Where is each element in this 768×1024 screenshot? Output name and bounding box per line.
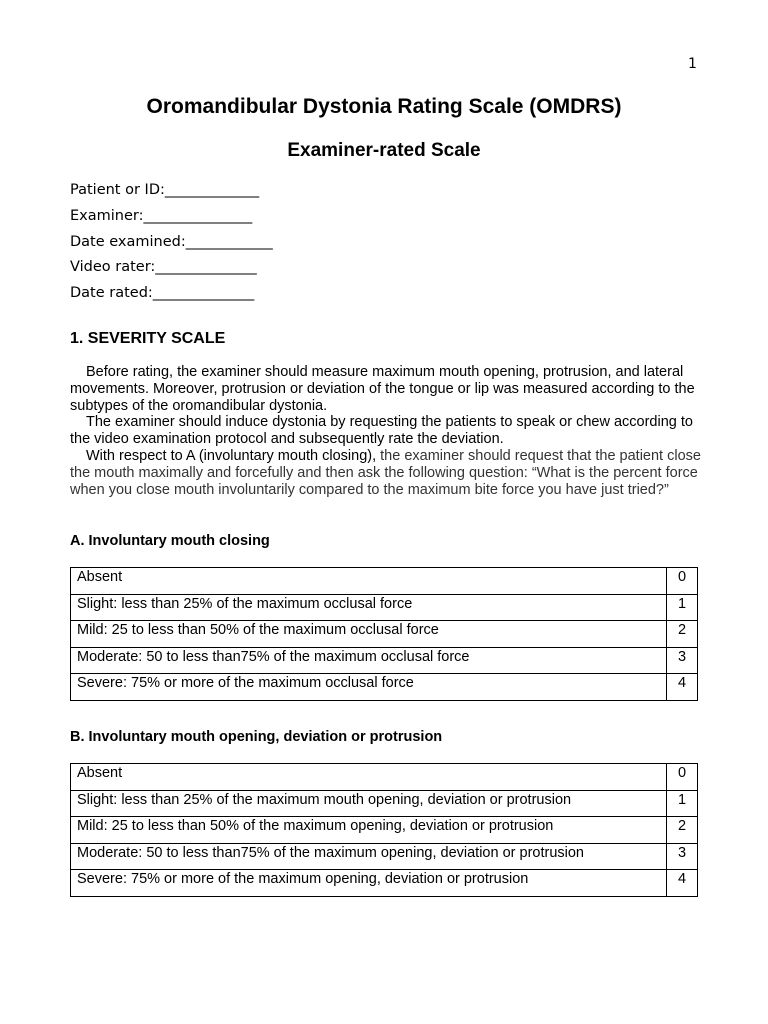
instructions-paragraph-2: The examiner should induce dystonia by requesting the patients to speak or chew according to the video examination protocol and subsequently rate the deviation. <box>70 414 693 448</box>
instructions-paragraph-3-rest: the examiner should request that the patient close the mouth maximally and forcefully and then ask the following question: “What is the percent force when you close mouth involuntarily compared to the maximum bite force you have just tried?” <box>70 447 701 498</box>
instructions <box>70 364 710 498</box>
row-label: Slight: less than 25% of the maximum occlusal force <box>71 594 667 621</box>
field-examiner: Examiner:_______________ <box>70 207 253 224</box>
row-label: Slight: less than 25% of the maximum mouth opening, deviation or protrusion <box>71 790 667 817</box>
row-label: Absent <box>71 568 667 595</box>
field-video-rater: Video rater:______________ <box>70 259 257 276</box>
table-row <box>71 674 698 701</box>
row-score: 0 <box>667 568 698 595</box>
row-score: 3 <box>667 647 698 674</box>
row-label: Moderate: 50 to less than75% of the maximum occlusal force <box>71 647 667 674</box>
table-row <box>71 817 698 844</box>
table-row <box>71 621 698 648</box>
instructions-paragraph-3-lead: With respect to A (involuntary mouth closing), <box>86 447 381 464</box>
table-row <box>71 870 698 897</box>
field-date-rated: Date rated:______________ <box>70 285 255 302</box>
row-label: Moderate: 50 to less than75% of the maximum opening, deviation or protrusion <box>71 843 667 870</box>
row-label: Severe: 75% or more of the maximum opening, deviation or protrusion <box>71 870 667 897</box>
scale-b-heading: B. Involuntary mouth opening, deviation or protrusion <box>70 729 443 745</box>
row-score: 3 <box>667 843 698 870</box>
page-subtitle: Examiner-rated Scale <box>287 140 481 161</box>
scale-a-table <box>70 567 698 701</box>
instructions-paragraph-3 <box>70 448 710 498</box>
row-label: Mild: 25 to less than 50% of the maximum opening, deviation or protrusion <box>71 817 667 844</box>
instructions-paragraph-1: Before rating, the examiner should measure maximum mouth opening, protrusion, and lateral movements. Moreover, protrusion or deviation of the tongue or lip was measured according to the subtypes of the oromandibular dystonia. <box>70 364 695 414</box>
table-row <box>71 647 698 674</box>
row-score: 0 <box>667 764 698 791</box>
page-number: 1 <box>688 56 697 72</box>
row-score: 2 <box>667 817 698 844</box>
table-row <box>71 594 698 621</box>
field-date-examined: Date examined:____________ <box>70 233 273 250</box>
scale-b-table <box>70 763 698 897</box>
row-label: Absent <box>71 764 667 791</box>
table-row <box>71 568 698 595</box>
row-label: Severe: 75% or more of the maximum occlusal force <box>71 674 667 701</box>
field-patient-id: Patient or ID:_____________ <box>70 182 260 198</box>
patient-info-fields <box>70 180 273 309</box>
scale-a-heading: A. Involuntary mouth closing <box>70 533 270 549</box>
row-score: 4 <box>667 674 698 701</box>
row-score: 1 <box>667 594 698 621</box>
table-row <box>71 843 698 870</box>
row-score: 2 <box>667 621 698 648</box>
row-label: Mild: 25 to less than 50% of the maximum occlusal force <box>71 621 667 648</box>
page-title: Oromandibular Dystonia Rating Scale (OMDRS) <box>146 95 622 118</box>
table-row <box>71 764 698 791</box>
row-score: 1 <box>667 790 698 817</box>
section-heading: 1. SEVERITY SCALE <box>70 330 226 347</box>
row-score: 4 <box>667 870 698 897</box>
table-row <box>71 790 698 817</box>
